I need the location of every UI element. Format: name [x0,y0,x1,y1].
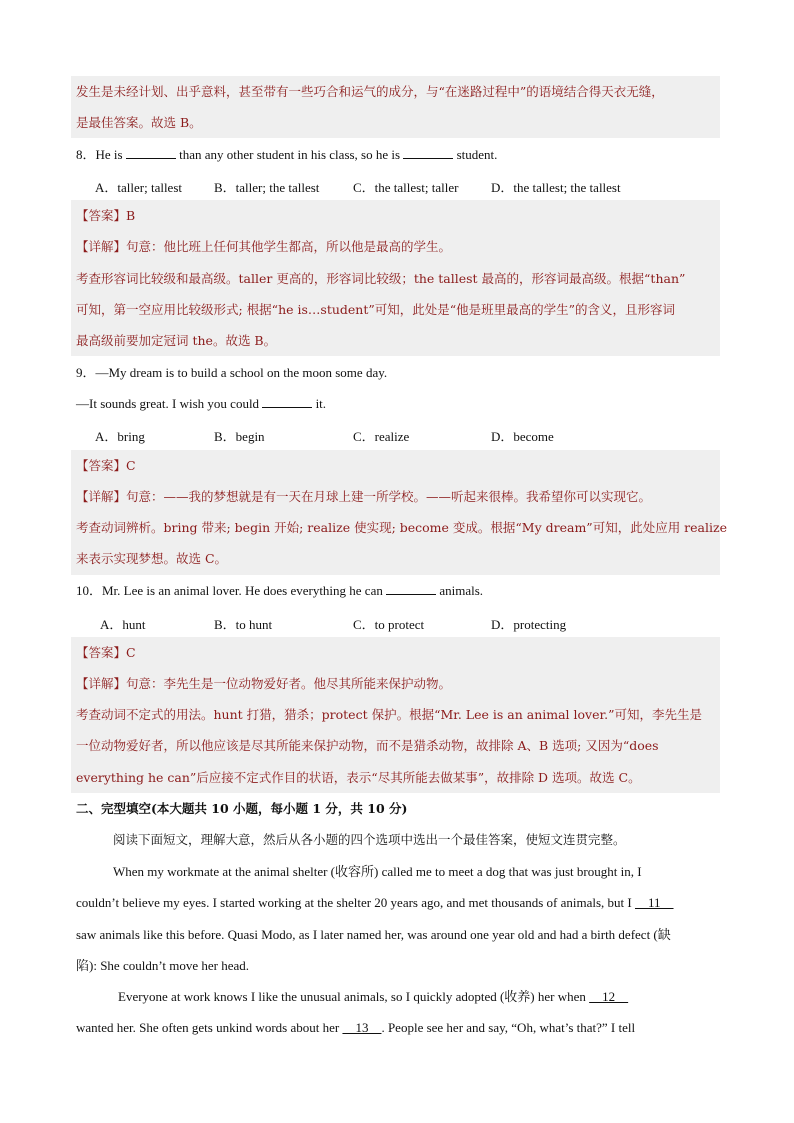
section-heading: 二、完型填空(本大题共 10 小题，每小题 1 分，共 10 分) [76,801,408,816]
stem-text: 8．He is [76,147,126,162]
answer-label: 【答案】C [76,458,136,473]
stem-text: 10．Mr. Lee is an animal lover. He does everything he can [76,583,387,598]
passage-text: . People see her and say, “Oh, what’s that?” I tell [381,1020,636,1035]
passage-text: couldn’t believe my eyes. I started working at the shelter 20 years ago, and met thousands of animals, but I [76,895,635,910]
passage-line [76,1019,718,1037]
passage-line: When my workmate at the animal shelter (收容所) called me to meet a dog that was just brought in, I [113,864,642,879]
option-c: C．realize [353,429,410,444]
blank-13: 13 [342,1020,382,1035]
option-d: D．the tallest; the tallest [491,180,621,195]
passage-text: Everyone at work knows I like the unusual animals, so I quickly adopted (收养) her when [118,989,590,1004]
question-8-stem [76,146,497,164]
question-9-stem: 9．—My dream is to build a school on the moon some day. [76,365,388,380]
stem-text: student. [453,147,498,162]
option-b: B．to hunt [214,617,273,632]
answer-blank [126,146,176,159]
stem-text: animals. [436,583,484,598]
detail-line: 考查形容词比较级和最高级。taller 更高的，形容词比较级；the tallest 最高的，形容词最高级。根据“than” [76,271,686,286]
section-instruction: 阅读下面短文，理解大意，然后从各小题的四个选项中选出一个最佳答案，使短文连贯完整。 [113,832,626,847]
passage-line [118,988,760,1006]
option-a: A．bring [95,429,145,444]
passage-text: wanted her. She often gets unkind words about her [76,1020,343,1035]
option-c: C．the tallest; taller [353,180,459,195]
passage-line: saw animals like this before. Quasi Modo, as I later named her, was around one year old and had a birth defect (缺 [76,927,671,942]
detail-line: 考查动词辨析。bring 带来; begin 开始; realize 使实现; become 变成。根据“My dream”可知，此处应用 realize [76,520,727,535]
detail-line: 【详解】句意：——我的梦想就是有一天在月球上建一所学校。——听起来很棒。我希望你可以实现它。 [76,489,652,504]
blank-11: 11 [634,895,674,910]
detail-line: everything he can”后应接不定式作目的状语，表示“尽其所能去做某事”，故排除 D 选项。故选 C。 [76,770,641,785]
answer-label: 【答案】B [76,208,136,223]
option-b: B．begin [214,429,265,444]
detail-line: 最高级前要加定冠词 the。故选 B。 [76,333,277,348]
prev-detail-line: 发生是未经计划、出乎意料，甚至带有一些巧合和运气的成分，与“在迷路过程中”的语境结合得天衣无缝， [76,84,664,99]
option-d: D．protecting [491,617,567,632]
detail-line: 【详解】句意：李先生是一位动物爱好者。他尽其所能来保护动物。 [76,676,452,691]
stem-text: it. [312,396,327,411]
question-10-stem [76,582,483,600]
option-d: D．become [491,429,554,444]
option-a: A．hunt [100,617,146,632]
option-b: B．taller; the tallest [214,180,320,195]
prev-detail-line: 是最佳答案。故选 B。 [76,115,202,130]
answer-blank [262,395,312,408]
option-a: A．taller; tallest [95,180,183,195]
passage-line: 陷): She couldn’t move her head. [76,958,250,973]
detail-line: 考查动词不定式的用法。hunt 打猎，猎杀；protect 保护。根据“Mr. Lee is an animal lover.”可知，李先生是 [76,707,702,722]
detail-line: 来表示实现梦想。故选 C。 [76,551,228,566]
detail-line: 【详解】句意：他比班上任何其他学生都高，所以他是最高的学生。 [76,239,452,254]
stem-text: —It sounds great. I wish you could [76,396,263,411]
answer-blank [403,146,453,159]
passage-line [76,894,718,912]
detail-line: 可知，第一空应用比较级形式; 根据“he is…student”可知，此处是“他是班里最高的学生”的含义，且形容词 [76,302,676,317]
answer-label: 【答案】C [76,645,136,660]
detail-line: 一位动物爱好者，所以他应该是尽其所能来保护动物，而不是猎杀动物，故排除 A、B 选项; 又因为“does [76,738,659,753]
answer-blank [386,582,436,595]
stem-text: than any other student in his class, so he is [175,147,404,162]
option-c: C．to protect [353,617,425,632]
question-9-stem-2 [76,395,326,413]
blank-12: 12 [589,989,629,1004]
